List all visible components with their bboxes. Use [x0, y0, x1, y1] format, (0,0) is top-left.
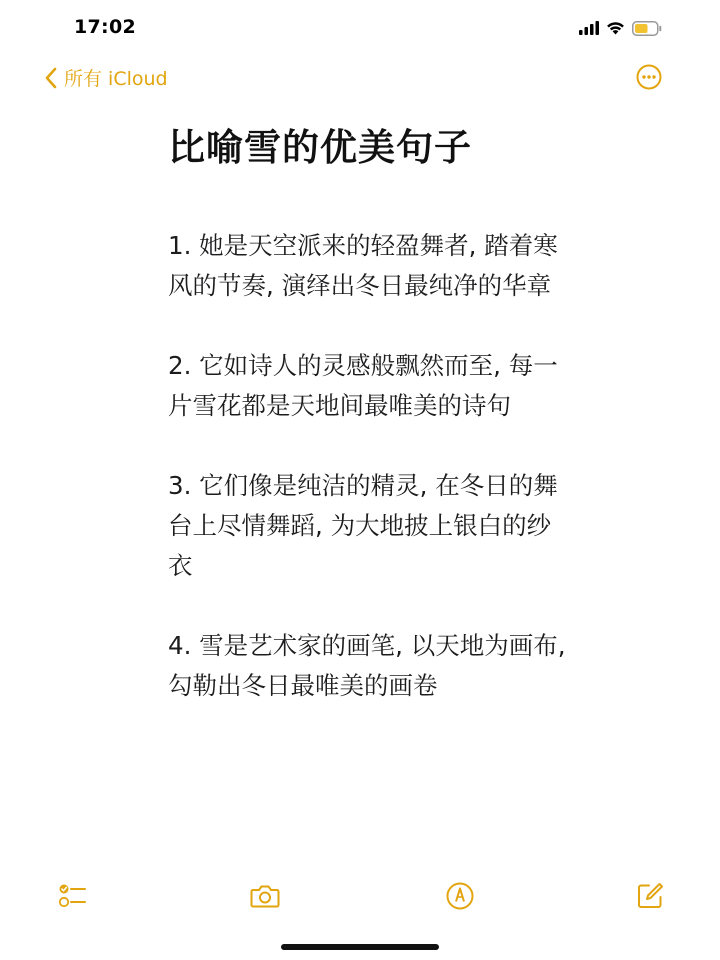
home-indicator[interactable] [281, 944, 439, 950]
camera-button[interactable] [249, 880, 281, 912]
bottom-toolbar [0, 878, 720, 918]
compose-icon [634, 880, 666, 912]
note-item: 2. 它如诗人的灵感般飘然而至, 每一片雪花都是天地间最唯美的诗句 [168, 351, 558, 420]
status-bar [0, 0, 720, 56]
status-icons [579, 19, 662, 37]
more-button[interactable] [636, 64, 662, 90]
status-time: 17:02 [74, 16, 136, 38]
note-item: 3. 它们像是纯洁的精灵, 在冬日的舞台上尽情舞蹈, 为大地披上银白的纱衣 [168, 471, 558, 580]
back-button-label: 所有 iCloud [64, 68, 168, 90]
nav-bar [0, 58, 720, 100]
markup-button[interactable] [444, 880, 476, 912]
note-item: 1. 她是天空派来的轻盈舞者, 踏着寒风的节奏, 演绎出冬日最纯净的华章 [168, 231, 558, 300]
note-title: 比喻雪的优美句子 [168, 126, 472, 169]
wifi-icon [606, 21, 625, 35]
note-list [168, 226, 608, 706]
camera-icon [249, 880, 281, 912]
note-content[interactable] [168, 120, 608, 746]
cellular-signal-icon [579, 21, 599, 35]
ellipsis-circle-icon [636, 64, 662, 90]
checklist-button[interactable] [56, 880, 88, 912]
battery-icon [632, 21, 662, 36]
checklist-icon [56, 880, 88, 912]
note-item: 4. 雪是艺术家的画笔, 以天地为画布, 勾勒出冬日最唯美的画卷 [168, 631, 566, 700]
markup-pen-icon [444, 880, 476, 912]
back-button[interactable] [44, 64, 168, 91]
chevron-left-icon [44, 67, 58, 89]
compose-button[interactable] [634, 880, 666, 912]
